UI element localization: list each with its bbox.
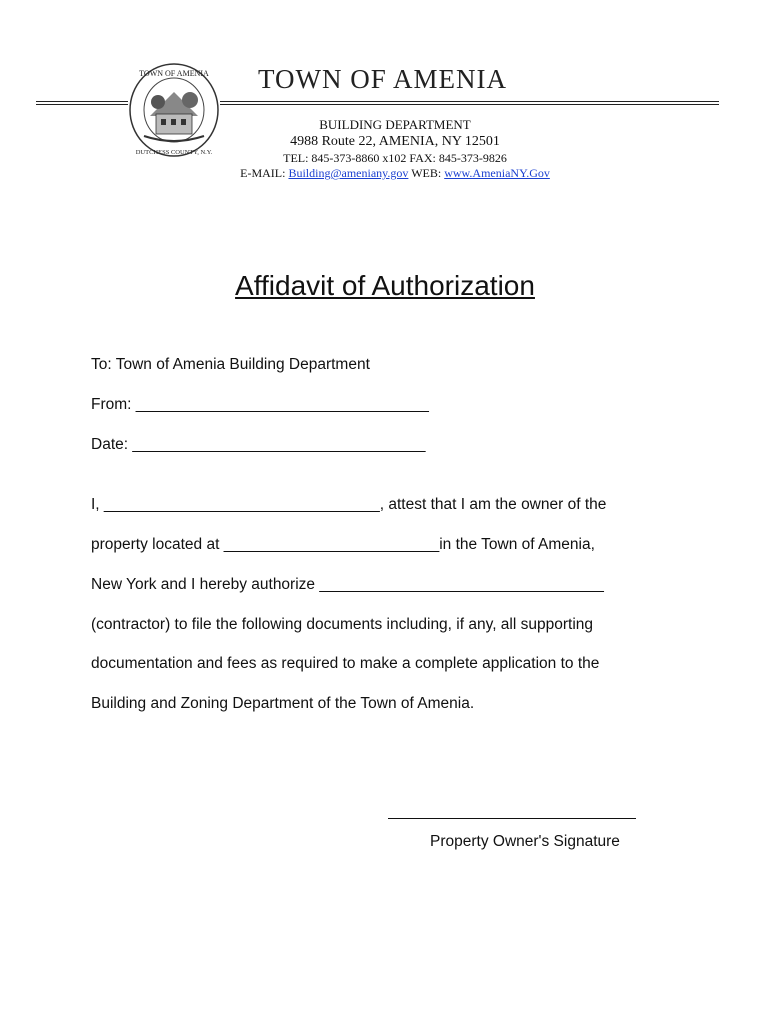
department-contact-links	[0, 166, 770, 181]
signature-line[interactable]	[388, 818, 636, 819]
department-phone-fax: TEL: 845-373-8860 x102 FAX: 845-373-9826	[283, 151, 507, 165]
paragraph-line-4: (contractor) to file the following documents including, if any, all supporting	[91, 616, 594, 633]
department-name: BUILDING DEPARTMENT	[319, 117, 471, 132]
paragraph-line-2: property located at _________________________in the Town of Amenia,	[91, 536, 595, 553]
web-link[interactable]: www.AmeniaNY.Gov	[444, 166, 550, 180]
paragraph-line-6: Building and Zoning Department of the Town of Amenia.	[91, 695, 475, 712]
paragraph-line-5: documentation and fees as required to make a complete application to the	[91, 655, 600, 672]
date-field[interactable]: Date: __________________________________	[91, 436, 426, 453]
email-link[interactable]: Building@ameniany.gov	[288, 166, 409, 180]
signature-label: Property Owner's Signature	[430, 833, 620, 850]
header-rule-left	[36, 101, 128, 105]
paragraph-line-3: New York and I hereby authorize _________________________________	[91, 576, 604, 593]
from-field[interactable]: From: __________________________________	[91, 396, 429, 413]
svg-text:DUTCHESS COUNTY, N.Y.: DUTCHESS COUNTY, N.Y.	[135, 149, 213, 156]
svg-text:TOWN OF AMENIA: TOWN OF AMENIA	[139, 69, 209, 78]
to-line: To: Town of Amenia Building Department	[91, 356, 370, 373]
town-name: TOWN OF AMENIA	[258, 64, 507, 94]
paragraph-line-1: I, ________________________________, attest that I am the owner of the	[91, 496, 607, 513]
department-address: 4988 Route 22, AMENIA, NY 12501	[290, 134, 500, 149]
email-label: E-MAIL:	[240, 166, 286, 180]
web-label: WEB:	[411, 166, 442, 180]
document-title: Affidavit of Authorization	[235, 270, 535, 301]
header-rule-right	[220, 101, 719, 105]
